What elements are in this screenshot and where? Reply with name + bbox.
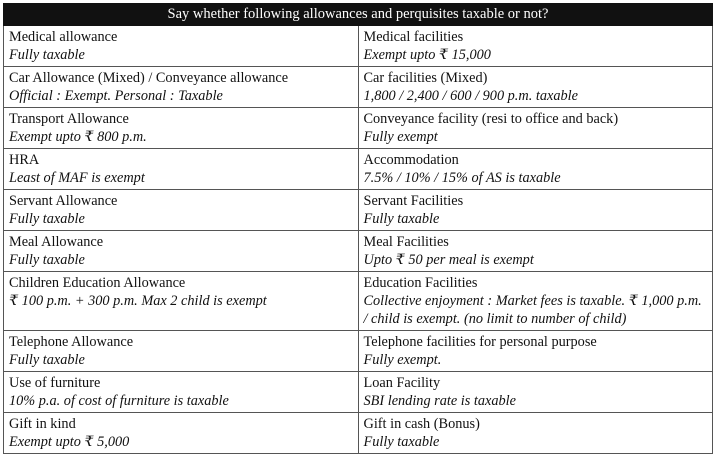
facility-cell — [358, 372, 713, 413]
allowance-tax-rule: Official : Exempt. Personal : Taxable — [9, 88, 223, 104]
facility-tax-rule: Fully exempt — [363, 129, 438, 145]
allowance-cell — [4, 413, 359, 454]
allowance-tax-rule: Exempt upto ₹ 5,000 — [9, 434, 130, 450]
facility-tax-rule: 1,800 / 2,400 / 600 / 900 p.m. taxable — [363, 88, 578, 104]
allowance-tax-rule: Fully taxable — [9, 352, 85, 368]
facility-name: Car facilities (Mixed) — [363, 70, 488, 86]
facility-name: Accommodation — [363, 152, 459, 168]
allowance-name: Car Allowance (Mixed) / Conveyance allowance — [9, 70, 289, 86]
allowance-name: Use of furniture — [9, 375, 101, 391]
allowances-perquisites-table-container — [3, 3, 713, 454]
facility-cell — [358, 26, 713, 67]
allowance-cell — [4, 372, 359, 413]
table-row — [4, 331, 713, 372]
table-title: Say whether following allowances and perquisites taxable or not? — [4, 4, 713, 26]
allowance-cell — [4, 67, 359, 108]
allowance-cell — [4, 231, 359, 272]
facility-tax-rule: 7.5% / 10% / 15% of AS is taxable — [363, 170, 561, 186]
table-row — [4, 372, 713, 413]
table-row — [4, 108, 713, 149]
allowance-tax-rule: Fully taxable — [9, 47, 85, 63]
facility-tax-rule: SBI lending rate is taxable — [363, 393, 516, 409]
facility-tax-rule: Exempt upto ₹ 15,000 — [363, 47, 491, 63]
table-row — [4, 413, 713, 454]
facility-cell — [358, 331, 713, 372]
allowance-cell — [4, 149, 359, 190]
allowance-name: Servant Allowance — [9, 193, 118, 209]
allowances-perquisites-table — [3, 3, 713, 454]
facility-tax-rule: Fully taxable — [363, 211, 440, 227]
facility-cell — [358, 67, 713, 108]
allowance-tax-rule: ₹ 100 p.m. + 300 p.m. Max 2 child is exempt — [9, 293, 267, 309]
allowance-tax-rule: 10% p.a. of cost of furniture is taxable — [9, 393, 229, 409]
allowance-name: Gift in kind — [9, 416, 76, 432]
facility-name: Loan Facility — [363, 375, 441, 391]
allowance-tax-rule: Fully taxable — [9, 252, 85, 268]
facility-cell — [358, 413, 713, 454]
facility-name: Medical facilities — [363, 29, 464, 45]
facility-name: Meal Facilities — [363, 234, 449, 250]
table-row — [4, 272, 713, 331]
allowance-cell — [4, 26, 359, 67]
allowance-name: Medical allowance — [9, 29, 118, 45]
facility-cell — [358, 149, 713, 190]
facility-tax-rule: Fully taxable — [363, 434, 440, 450]
facility-cell — [358, 272, 713, 331]
allowance-cell — [4, 190, 359, 231]
facility-cell — [358, 190, 713, 231]
table-row — [4, 149, 713, 190]
facility-tax-rule: Upto ₹ 50 per meal is exempt — [363, 252, 534, 268]
table-row — [4, 26, 713, 67]
table-header-row — [4, 4, 713, 26]
allowance-name: Transport Allowance — [9, 111, 129, 127]
facility-tax-rule: Collective enjoyment : Market fees is taxable. ₹ 1,000 p.m. / child is exempt. (no limit to number of child) — [363, 293, 702, 327]
facility-name: Servant Facilities — [363, 193, 464, 209]
allowance-tax-rule: Exempt upto ₹ 800 p.m. — [9, 129, 147, 145]
allowance-cell — [4, 108, 359, 149]
allowance-cell — [4, 331, 359, 372]
facility-name: Gift in cash (Bonus) — [363, 416, 480, 432]
allowance-name: Meal Allowance — [9, 234, 104, 250]
facility-name: Telephone facilities for personal purpose — [363, 334, 597, 350]
facility-cell — [358, 108, 713, 149]
table-body — [4, 26, 713, 454]
facility-cell — [358, 231, 713, 272]
allowance-cell — [4, 272, 359, 331]
allowance-tax-rule: Fully taxable — [9, 211, 85, 227]
allowance-name: Children Education Allowance — [9, 275, 186, 291]
allowance-name: Telephone Allowance — [9, 334, 134, 350]
allowance-name: HRA — [9, 152, 40, 168]
facility-name: Education Facilities — [363, 275, 478, 291]
table-row — [4, 190, 713, 231]
facility-tax-rule: Fully exempt. — [363, 352, 442, 368]
table-row — [4, 67, 713, 108]
table-row — [4, 231, 713, 272]
allowance-tax-rule: Least of MAF is exempt — [9, 170, 145, 186]
facility-name: Conveyance facility (resi to office and back) — [363, 111, 619, 127]
